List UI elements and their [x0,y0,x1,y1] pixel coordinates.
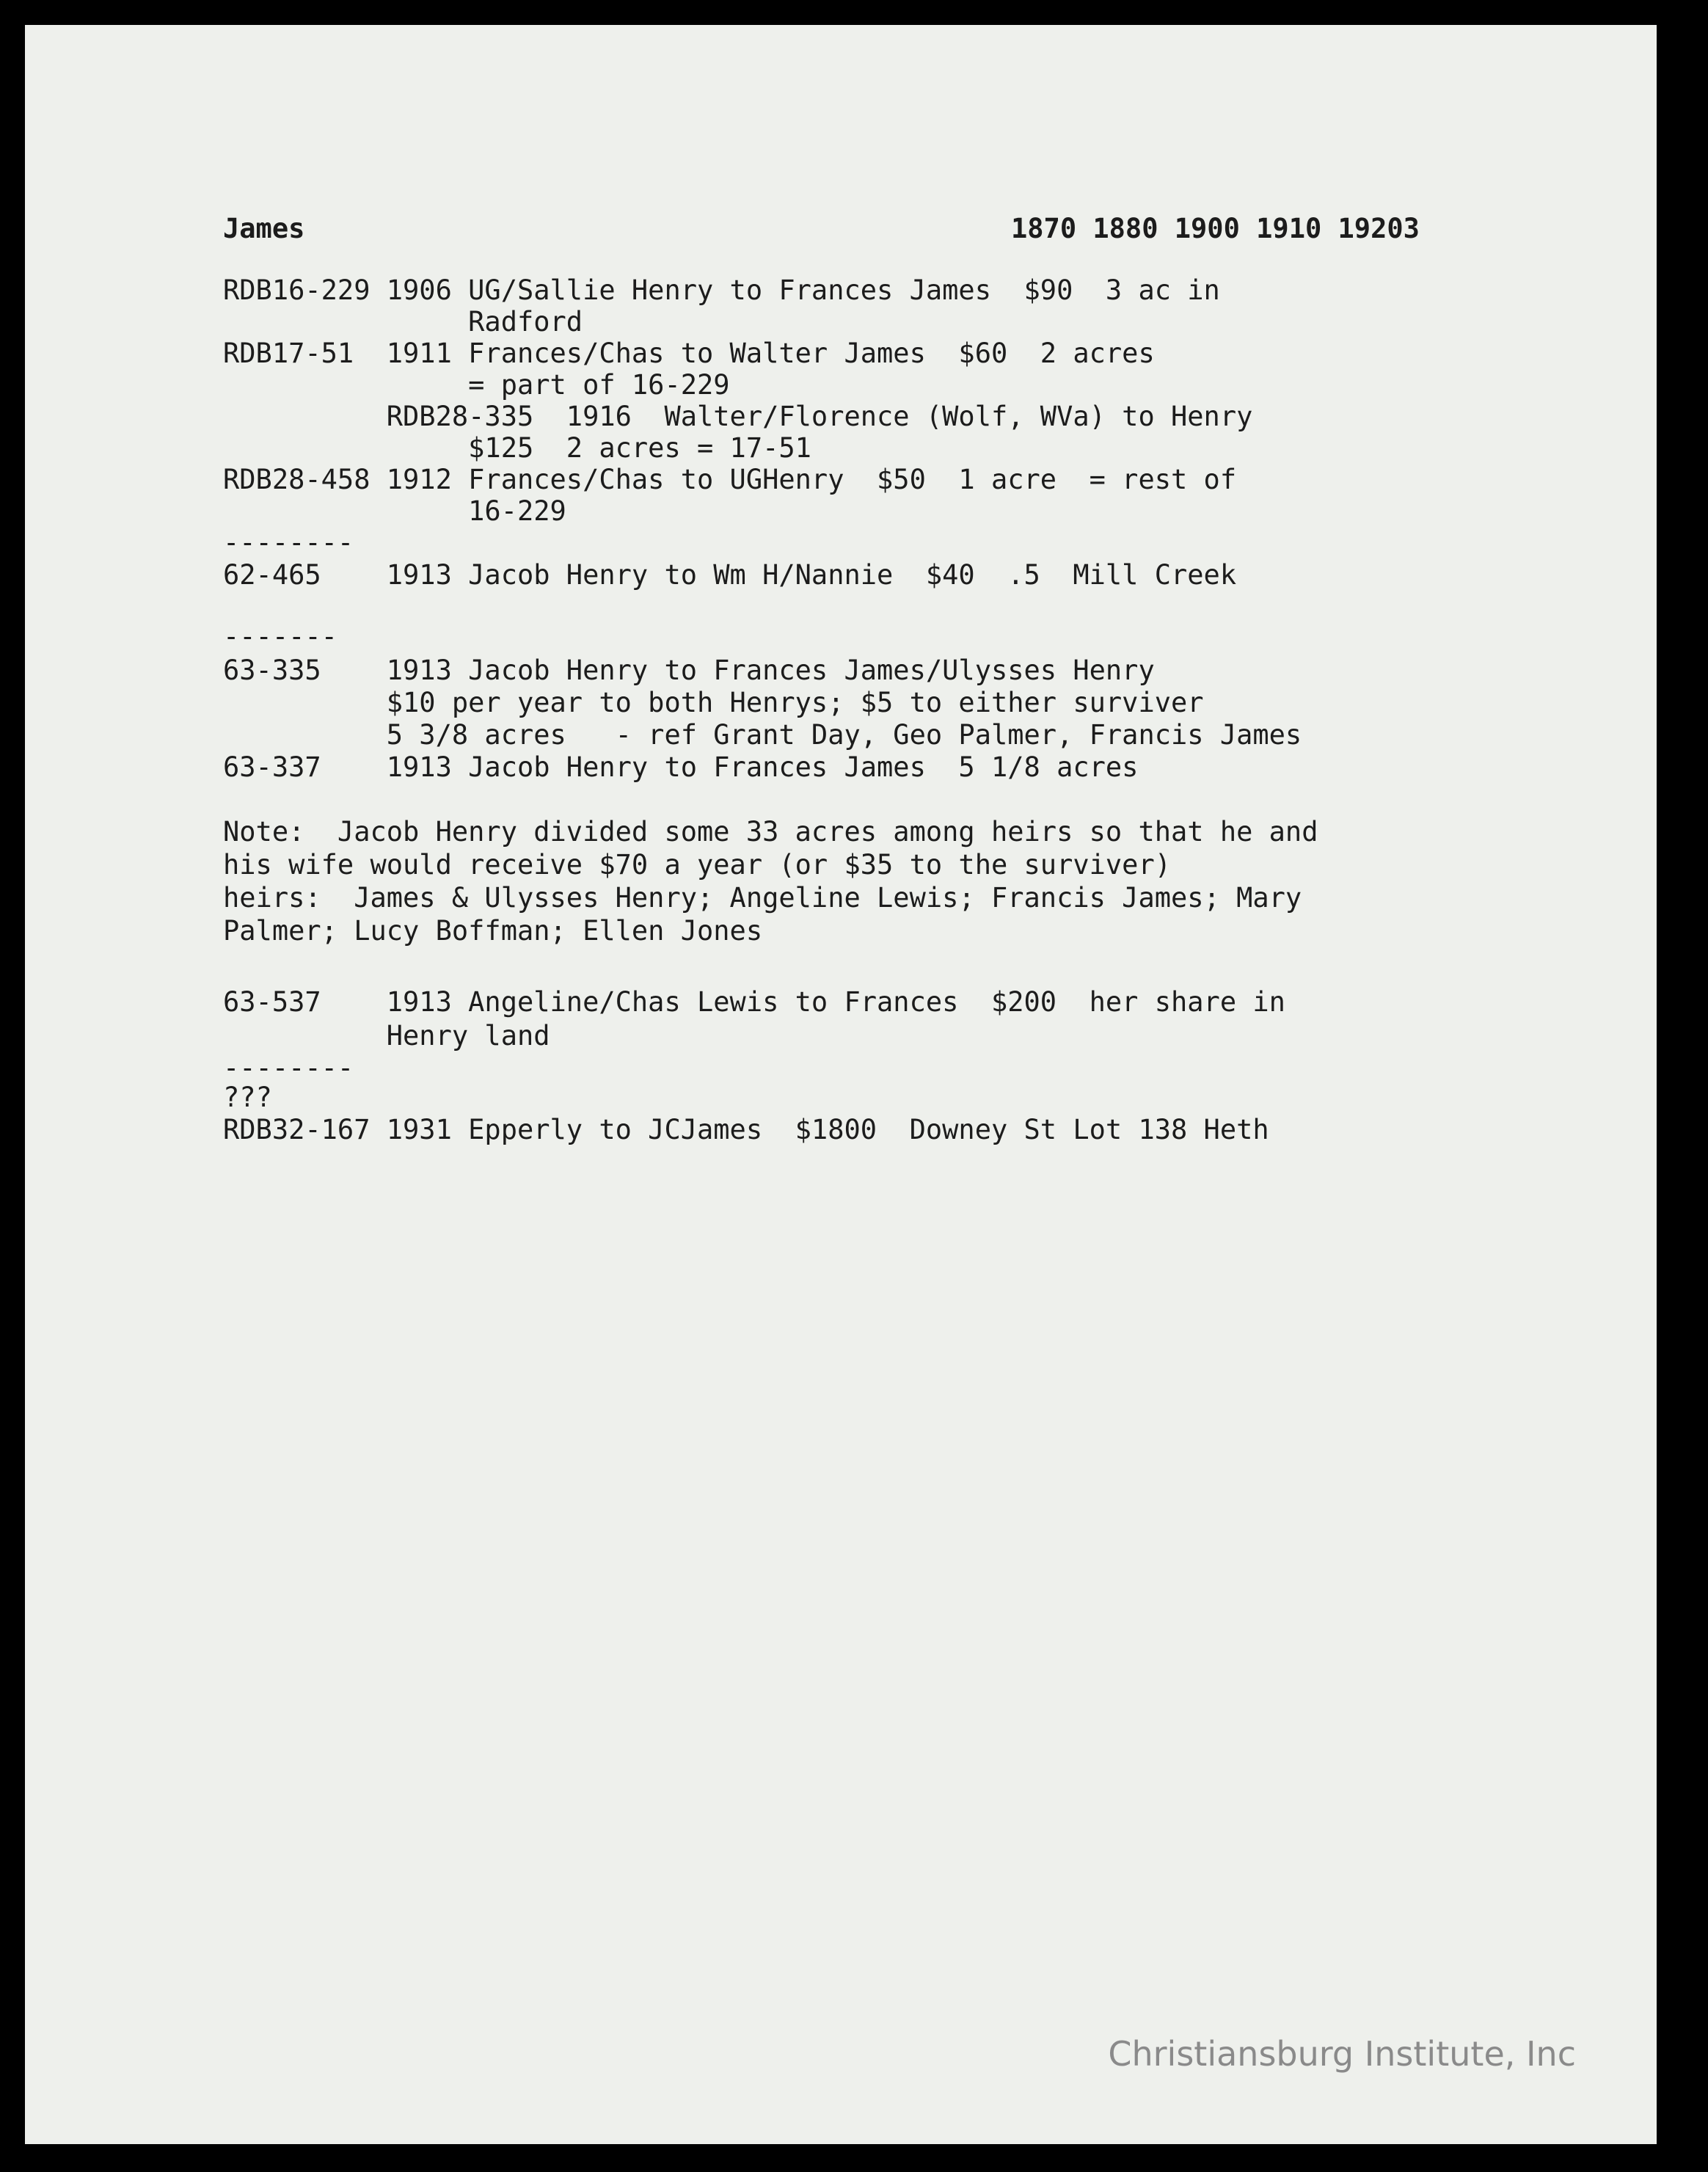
note-line: Palmer; Lucy Boffman; Ellen Jones [223,915,763,947]
note-line: Note: Jacob Henry divided some 33 acres among heirs so that he and [223,816,1318,848]
record-line: RDB17-51 1911 Frances/Chas to Walter James $60 2 acres [223,338,1155,369]
record-line: RDB32-167 1931 Epperly to JCJames $1800 Downey St Lot 138 Heth [223,1114,1269,1145]
record-line: 63-337 1913 Jacob Henry to Frances James 5 1/8 acres [223,751,1139,783]
separator: -------- [223,527,354,558]
note-line: his wife would receive $70 a year (or $35 to the surviver) [223,849,1172,881]
record-line: 62-465 1913 Jacob Henry to Wm H/Nannie $40 .5 Mill Creek [223,559,1237,591]
note-line: heirs: James & Ulysses Henry; Angeline Lewis; Francis James; Mary [223,882,1302,914]
record-line: ??? [223,1082,272,1113]
record-line: RDB16-229 1906 UG/Sallie Henry to Frances James $90 3 ac in [223,274,1220,306]
header-years: 1870 1880 1900 1910 19203 [1011,213,1420,244]
record-line: RDB28-335 1916 Walter/Florence (Wolf, WVa) to Henry [223,401,1253,432]
record-line: 16-229 [223,495,566,527]
record-line: $10 per year to both Henrys; $5 to either surviver [223,687,1204,718]
record-line: RDB28-458 1912 Frances/Chas to UGHenry $50 1 acre = rest of [223,464,1237,495]
record-line: Radford [223,306,583,338]
separator: -------- [223,1052,354,1084]
watermark: Christiansburg Institute, Inc [1108,2034,1576,2074]
record-line: = part of 16-229 [223,369,730,401]
record-line: Henry land [223,1020,550,1052]
header-name: James [223,213,305,244]
separator: ------- [223,621,337,652]
document-page [25,25,1657,2144]
record-line: 5 3/8 acres - ref Grant Day, Geo Palmer, Francis James [223,719,1302,751]
record-line: 63-537 1913 Angeline/Chas Lewis to Frances $200 her share in [223,986,1285,1018]
record-line: $125 2 acres = 17-51 [223,432,811,464]
record-line: 63-335 1913 Jacob Henry to Frances James/Ulysses Henry [223,655,1155,686]
